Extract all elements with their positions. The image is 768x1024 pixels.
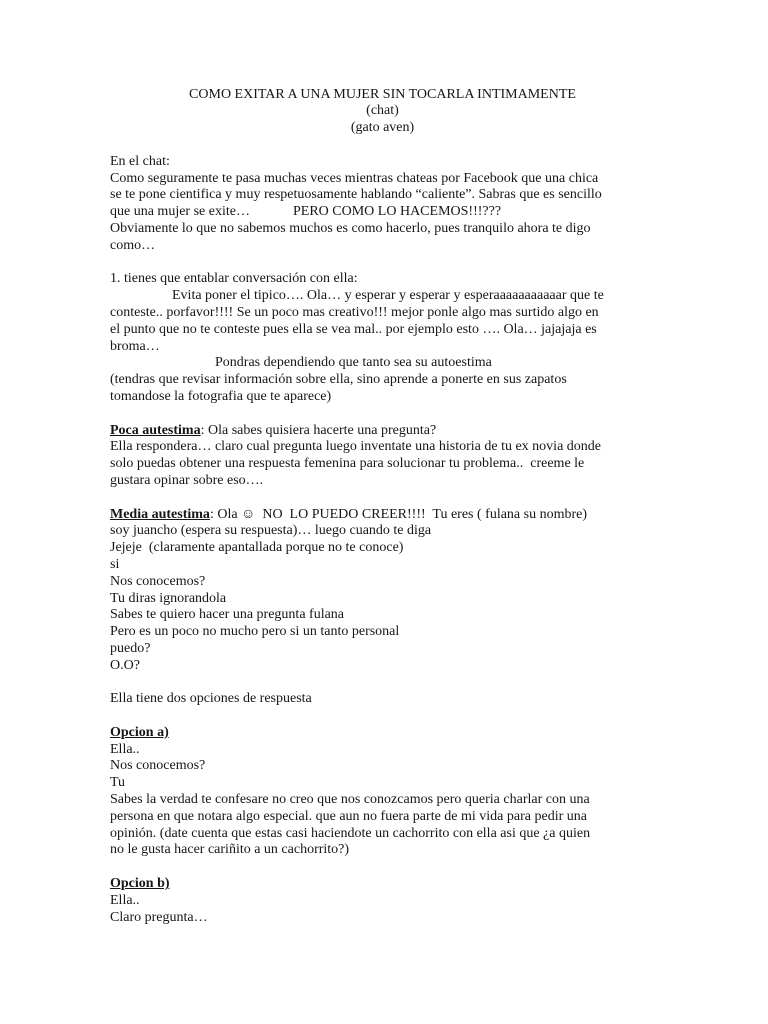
media-autestima-body-line: soy juancho (espera su respuesta)… luego cuando te diga (110, 523, 432, 539)
media-autestima-body-line: Nos conocemos? (110, 573, 206, 589)
blank-line (110, 708, 655, 725)
media-autestima-label: Media autestima (110, 506, 210, 522)
media-autestima-body-line: O.O? (110, 657, 140, 673)
poca-autestima-body-line: Ella respondera… claro cual pregunta luego inventate una historia de tu ex novia donde (110, 439, 601, 455)
step-1-line: Evita poner el tipico…. Ola… y esperar y esperar y esperaaaaaaaaaaar que te (172, 288, 604, 304)
option-a-line: Sabes la verdad te confesare no creo que nos conozcamos pero queria charlar con una (110, 792, 590, 808)
media-autestima-body-line: Pero es un poco no mucho pero si un tanto personal (110, 624, 400, 640)
options-intro: Ella tiene dos opciones de respuesta (110, 691, 312, 707)
option-b-line: Claro pregunta… (110, 909, 208, 925)
option-a-label: Opcion a) (110, 724, 169, 740)
poca-autestima-label: Poca autestima (110, 422, 201, 438)
intro-line-text: que una mujer se exite… (110, 204, 250, 220)
media-autestima-body-line: puedo? (110, 640, 151, 656)
poca-autestima-body-line: gustara opinar sobre eso…. (110, 472, 264, 488)
document-subtitle: (chat) (366, 103, 399, 119)
intro-line: Obviamente lo que no sabemos muchos es como hacerlo, pues tranquilo ahora te digo (110, 220, 591, 236)
poca-autestima-body-line: solo puedas obtener una respuesta femenina para solucionar tu problema.. creeme le (110, 456, 585, 472)
step-1-note-line: tomandose la fotografia que te aparece) (110, 388, 332, 404)
poca-autestima-text: : Ola sabes quisiera hacerte una pregunta? (200, 422, 437, 438)
intro-line: Como seguramente te pasa muchas veces mientras chateas por Facebook que una chica (110, 170, 599, 186)
intro-label: En el chat: (110, 153, 170, 169)
step-1-line: broma… (110, 338, 160, 354)
media-autestima-body-line: Sabes te quiero hacer una pregunta fulana (110, 607, 345, 623)
media-autestima-body-line: Tu diras ignorandola (110, 590, 227, 606)
step-1-line: conteste.. porfavor!!!! Se un poco mas creativo!!! mejor ponle algo mas surtido algo en (110, 304, 599, 320)
step-1-note: Pondras dependiendo que tanto sea su autoestima (215, 355, 492, 371)
option-a-line: no le gusta hacer cariñito a un cachorrito?) (110, 842, 350, 858)
option-a-line: Ella.. (110, 741, 140, 757)
intro-exclamation: PERO COMO LO HACEMOS!!!??? (293, 204, 502, 220)
document-author: (gato aven) (350, 120, 415, 136)
step-1-line: el punto que no te conteste pues ella se vea mal.. por ejemplo esto …. Ola… jajajaja es (110, 321, 597, 337)
option-b-label: Opcion b) (110, 876, 170, 892)
blank-line (110, 255, 655, 272)
media-autestima-line (110, 507, 655, 524)
step-1-heading: 1. tienes que entablar conversación con ella: (110, 271, 358, 287)
intro-line-with-exclamation (110, 204, 655, 221)
document-body (110, 87, 655, 927)
step-1-note-line: (tendras que revisar información sobre ella, sino aprende a ponerte en sus zapatos (110, 372, 567, 388)
option-a-line: persona en que notara algo especial. que aun no fuera parte de mi vida para pedir una (110, 808, 587, 824)
option-a-line: Nos conocemos? (110, 758, 206, 774)
intro-line: se te pone cientifica y muy respetuosamente hablando “caliente”. Sabras que es sencillo (110, 187, 602, 203)
media-autestima-text: : Ola ☺ NO LO PUEDO CREER!!!! Tu eres ( fulana su nombre) (209, 506, 588, 522)
blank-line (110, 859, 655, 876)
option-a-line: Tu (110, 775, 126, 791)
media-autestima-body-line: si (110, 556, 120, 572)
intro-line: como… (110, 237, 156, 253)
document-title: COMO EXITAR A UNA MUJER SIN TOCARLA INTIMAMENTE (189, 86, 576, 102)
blank-line (110, 490, 655, 507)
option-b-heading (110, 876, 655, 893)
option-a-heading (110, 725, 655, 742)
blank-line (110, 406, 655, 423)
blank-line (110, 137, 655, 154)
option-a-line: opinión. (date cuenta que estas casi haciendote un cachorrito con ella asi que ¿a quien (110, 825, 591, 841)
option-b-line: Ella.. (110, 892, 140, 908)
media-autestima-body-line: Jejeje (claramente apantallada porque no te conoce) (110, 540, 404, 556)
poca-autestima-line (110, 423, 655, 440)
blank-line (110, 674, 655, 691)
